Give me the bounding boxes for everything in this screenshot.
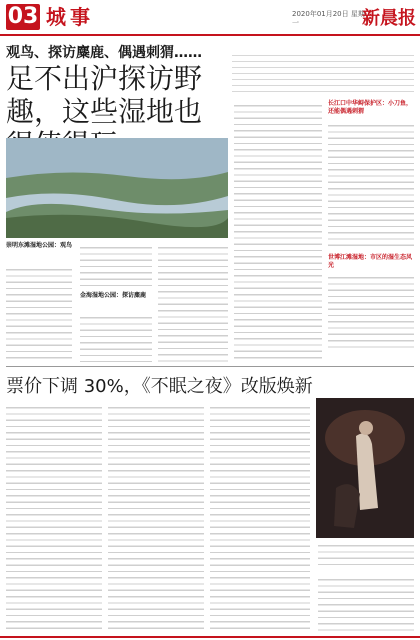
article1-body-col3 xyxy=(158,242,228,362)
wetland-aerial-photo xyxy=(6,138,228,238)
article1-kicker: 观鸟、探访麋鹿、偶遇刺猬…… xyxy=(6,45,202,61)
article2-body-col1 xyxy=(6,402,102,632)
page-header xyxy=(0,0,420,36)
article1-subhead-3: 长江口中华鲟保护区：小刀鱼，还能偶遇刺猬 xyxy=(328,100,413,115)
article1-body-col5 xyxy=(328,120,414,250)
section-name: 城事 xyxy=(46,5,94,29)
article2-body-col2 xyxy=(108,402,204,632)
article1-lead xyxy=(232,50,414,92)
article2-body-col4 xyxy=(318,574,414,632)
masthead-logo xyxy=(362,4,416,30)
article2-headline: 票价下调 30%，《不眠之夜》改版焕新 xyxy=(6,376,313,397)
header-rule xyxy=(0,34,420,36)
logo-text: 新晨报 xyxy=(362,8,416,29)
article1-subhead-4: 世博江滩湿地：市区的湿生态风光 xyxy=(328,254,413,269)
stage-performance-photo xyxy=(316,398,414,538)
article1-subhead-1: 崇明东滩湿地公园：观鸟 xyxy=(6,242,73,249)
article2-body-col3 xyxy=(210,402,310,632)
wetland-photo-graphic xyxy=(6,138,228,238)
article1-body-col1 xyxy=(6,264,72,362)
date-line: 2020年01月20日 星期一 xyxy=(292,10,365,27)
article1-body-col2a xyxy=(80,242,152,290)
article1-body-col6 xyxy=(328,272,414,352)
stage-photo-graphic xyxy=(316,398,414,538)
section-number: 03 xyxy=(7,4,39,29)
article-divider xyxy=(6,366,414,367)
footer-rule xyxy=(0,636,420,638)
performer-head xyxy=(359,421,373,435)
article1-body-col4 xyxy=(234,100,322,362)
article1-body-col2b xyxy=(80,312,152,362)
stage-photo-caption xyxy=(318,540,414,570)
article1-headline: 足不出沪探访野趣，这些湿地也 xyxy=(6,62,203,128)
article1-subhead-2: 金海湿地公园：探访麋鹿 xyxy=(80,292,147,299)
